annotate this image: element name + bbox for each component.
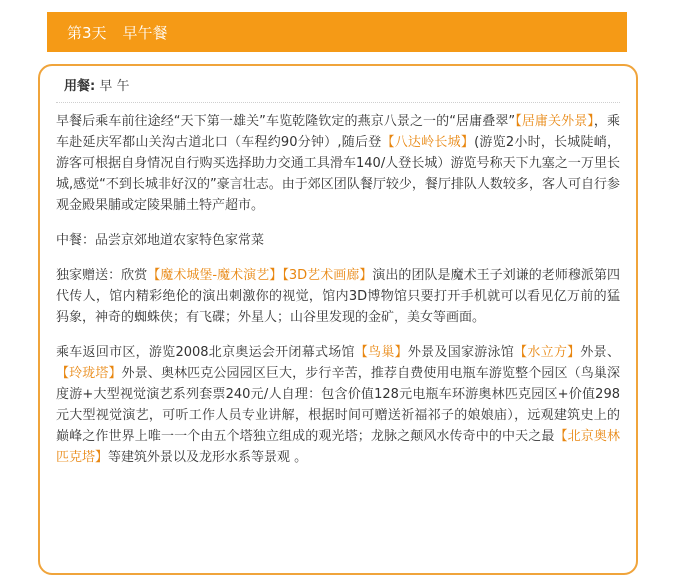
paragraph-text: 等建筑外景以及龙形水系等景观 。 bbox=[108, 450, 308, 465]
attraction-link: 【北京奥林匹克塔】 bbox=[56, 429, 620, 465]
paragraph-text: 乘车返回市区，游览2008北京奥运会开闭幕式场馆 bbox=[56, 345, 355, 360]
paragraph-text: 演出的团队是魔术王子刘谦的老师穆派第四代传人，馆内精彩绝伦的演出刺激你的视觉，馆内3D博物馆只要打开手机就可以看见亿万前的猛犸象，神奇的蜘蛛侠；有飞碟；外星人；山谷里发现的金矿，美女等画面。 bbox=[56, 268, 620, 325]
day-header-bar bbox=[47, 12, 627, 52]
paragraph-text: (游览2小时，长城陡峭，游客可根据自身情况自行购买选择助力交通工具滑车140/人登长城）游览号称天下九塞之一万里长城,感觉“不到长城非好汉的”豪言壮志。由于郊区团队餐厅较少，餐厅排队人数较多，客人可自行参观金殿果脯或定陵果脯土特产超市。 bbox=[56, 135, 620, 213]
attraction-link: 【玲珑塔】 bbox=[56, 366, 122, 381]
meal-info bbox=[64, 78, 620, 96]
attraction-link: 【八达岭长城】 bbox=[381, 135, 475, 150]
attraction-link: 【水立方】 bbox=[514, 345, 581, 360]
paragraph-text: 外景、奥林匹克公园园区巨大，步行辛苦，推荐自费使用电瓶车游览整个园区（鸟巢深度游+大型视觉演艺系列套票240元/人自理：包含价值128元电瓶车环游奥林匹克园区+价值298元大型视觉演艺，可听工作人员专业讲解，根据时间可赠送祈福祁子的娘娘庙），远观建筑史上的巅峰之作世界上唯一一个由五个塔独立组成的观光塔；龙脉之颠风水传奇中的中天之最 bbox=[56, 366, 620, 444]
day-label: 第3天 bbox=[67, 23, 107, 42]
paragraph-text: ，乘车赴延庆军都山关沟古道北口（车程约90分钟）,随后登 bbox=[56, 114, 620, 150]
attraction-link: 【鸟巢】 bbox=[354, 345, 408, 360]
divider bbox=[56, 102, 620, 103]
meal-label: 用餐: bbox=[64, 79, 96, 94]
attraction-link: 【魔术城堡-魔术演艺】 bbox=[147, 268, 283, 283]
paragraph-text: 外景及国家游泳馆 bbox=[407, 345, 515, 360]
paragraph-text: 早餐后乘车前往途经“天下第一雄关”车览乾隆钦定的燕京八景之一的“居庸叠翠” bbox=[56, 114, 516, 129]
paragraph-text: 外景、 bbox=[580, 345, 620, 360]
paragraph-afternoon bbox=[56, 342, 620, 468]
paragraph-lunch bbox=[56, 230, 620, 251]
itinerary-box bbox=[38, 64, 638, 575]
attraction-link: 【3D艺术画廊】 bbox=[282, 268, 373, 283]
paragraph-morning bbox=[56, 111, 620, 216]
meal-value: 早 午 bbox=[99, 79, 130, 94]
paragraph-text: 独家赠送：欣赏 bbox=[56, 268, 148, 283]
day-title: 早午餐 bbox=[122, 23, 168, 42]
paragraph-gift bbox=[56, 265, 620, 328]
attraction-link: 【居庸关外景】 bbox=[515, 114, 594, 129]
paragraph-text: 中餐：品尝京郊地道农家特色家常菜 bbox=[56, 233, 265, 248]
